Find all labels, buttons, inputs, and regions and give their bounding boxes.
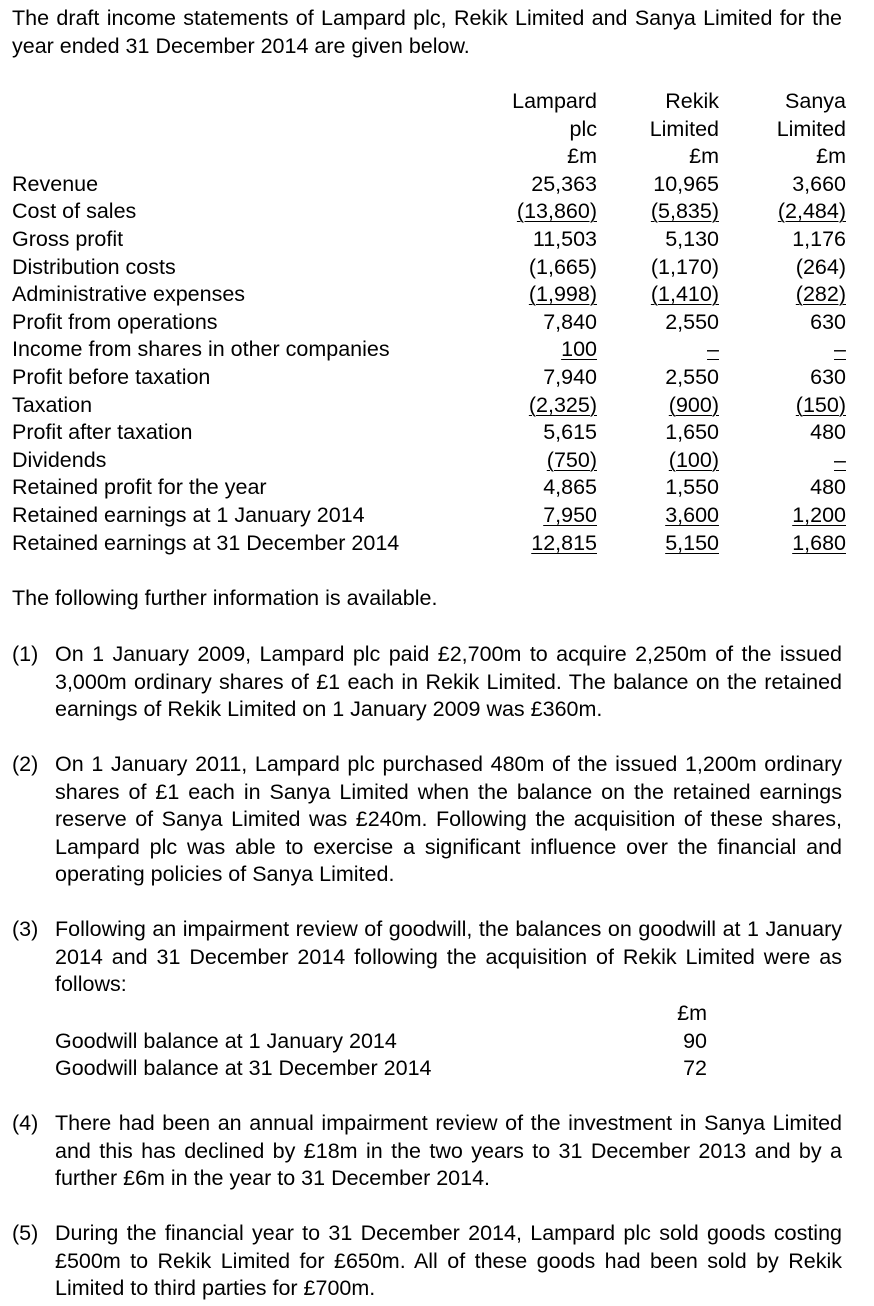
table-row: [12, 226, 846, 254]
cell-rekik: (5,835): [650, 199, 719, 224]
row-label: Goodwill balance at 31 December 2014: [55, 1056, 432, 1081]
income-statement-table: [12, 88, 846, 557]
cell-sanya: 630: [810, 309, 846, 334]
cell-rekik: 1,650: [665, 420, 719, 445]
note-number: (4): [12, 1111, 39, 1135]
row-label: Revenue: [12, 171, 99, 196]
cell-sanya: (150): [795, 392, 846, 417]
cell-rekik: 3,600: [665, 502, 719, 527]
goodwill-table: [55, 1000, 715, 1083]
table-row: [55, 1028, 715, 1056]
table-row: [12, 171, 846, 199]
row-label: Profit from operations: [12, 309, 218, 334]
table-row: [12, 419, 846, 447]
header-row-unit: [12, 143, 846, 171]
cell-sanya: 480: [810, 420, 846, 445]
row-label: Cost of sales: [12, 199, 137, 224]
cell-rekik: 1,550: [665, 475, 719, 500]
row-label: Income from shares in other companies: [12, 337, 390, 362]
table-row: [12, 198, 846, 226]
cell-lampard: 5,615: [543, 420, 597, 445]
row-label: Goodwill balance at 1 January 2014: [55, 1028, 397, 1053]
cell-sanya: 1,176: [792, 226, 846, 251]
note-text: On 1 January 2011, Lampard plc purchased 480m of the issued 1,200m ordinary shares of £1 each in Sanya Limited when the balance on the retained earnings reserve of Sanya Limited was £240m. Following the acquisition of these shares, Lampard plc was able to exercise a significant influence over the financial and operating policies of Sanya Limited.: [55, 752, 842, 887]
cell-sanya: –: [834, 337, 846, 362]
note-1: [12, 641, 842, 724]
row-label: Retained earnings at 31 December 2014: [12, 530, 400, 555]
cell-rekik: (900): [668, 392, 719, 417]
table-row: [12, 281, 846, 309]
cell-rekik: 5,130: [665, 226, 719, 251]
table-row: [12, 502, 846, 530]
cell-sanya: 3,660: [792, 171, 846, 196]
header-rekik-name: Rekik: [665, 89, 719, 113]
cell-rekik: (1,410): [650, 282, 719, 307]
cell-lampard: 4,865: [543, 475, 597, 500]
cell-sanya: 1,680: [792, 530, 846, 555]
cell-rekik: –: [707, 337, 719, 362]
cell-lampard: (750): [546, 447, 597, 472]
header-row-name: [12, 88, 846, 116]
goodwill-value: 72: [683, 1056, 707, 1081]
cell-lampard: (2,325): [528, 392, 597, 417]
cell-sanya: (264): [795, 254, 846, 279]
cell-rekik: 2,550: [665, 364, 719, 389]
header-rekik-unit: £m: [689, 144, 719, 169]
table-row: [12, 474, 846, 502]
row-label: Distribution costs: [12, 254, 176, 279]
note-text: On 1 January 2009, Lampard plc paid £2,700m to acquire 2,250m of the issued 3,000m ordinary shares of £1 each in Rekik Limited. The balance on the retained earnings of Rekik Limited on 1 January 2009 was £360m.: [55, 642, 842, 722]
row-label: Taxation: [12, 392, 93, 417]
goodwill-unit: £m: [677, 1001, 707, 1025]
table-row: [12, 447, 846, 475]
header-sanya-unit: £m: [816, 144, 846, 169]
header-lampard-type: plc: [569, 116, 597, 141]
intro-paragraph: The draft income statements of Lampard plc, Rekik Limited and Sanya Limited for the year ended 31 December 2014 are given below.: [12, 6, 842, 58]
note-text: During the financial year to 31 December 2014, Lampard plc sold goods costing £500m to Rekik Limited for £650m. All of these goods had been sold by Rekik Limited to third parties for £700m.: [55, 1221, 842, 1301]
cell-sanya: 1,200: [792, 502, 846, 527]
note-number: (3): [12, 917, 39, 941]
note-number: (1): [12, 642, 39, 666]
cell-rekik: 2,550: [665, 309, 719, 334]
table-row: [12, 336, 846, 364]
row-label: Profit after taxation: [12, 420, 193, 445]
further-info-text: The following further information is available.: [12, 586, 438, 610]
note-text: There had been an annual impairment review of the investment in Sanya Limited and this has declined by £18m in the two years to 31 December 2013 and by a further £6m in the year to 31 December 2014.: [55, 1111, 842, 1191]
cell-lampard: (13,860): [516, 199, 597, 224]
table-row: [12, 309, 846, 337]
cell-lampard: 25,363: [531, 171, 597, 196]
cell-sanya: 630: [810, 364, 846, 389]
cell-rekik: 10,965: [653, 171, 719, 196]
row-label: Administrative expenses: [12, 282, 246, 307]
header-sanya-type: Limited: [776, 116, 846, 141]
goodwill-value: 90: [683, 1028, 707, 1053]
cell-rekik: 5,150: [665, 530, 719, 555]
cell-lampard: 7,840: [543, 309, 597, 334]
cell-lampard: 100: [561, 337, 597, 362]
cell-sanya: 480: [810, 475, 846, 500]
cell-lampard: 7,940: [543, 364, 597, 389]
table-row: [12, 364, 846, 392]
table-row: [12, 530, 846, 558]
table-row: [55, 1055, 715, 1083]
row-label: Profit before taxation: [12, 364, 211, 389]
note-number: (5): [12, 1221, 39, 1245]
cell-sanya: (2,484): [777, 199, 846, 224]
header-rekik-type: Limited: [649, 116, 719, 141]
table-row: [12, 254, 846, 282]
cell-lampard: 12,815: [531, 530, 597, 555]
header-lampard-unit: £m: [567, 144, 597, 169]
row-label: Dividends: [12, 447, 107, 472]
cell-sanya: –: [834, 447, 846, 472]
note-number: (2): [12, 752, 39, 776]
cell-lampard: (1,665): [528, 254, 597, 279]
note-2: [12, 751, 842, 889]
header-sanya-name: Sanya: [785, 89, 846, 113]
note-3: [12, 916, 842, 999]
cell-rekik: (1,170): [650, 254, 719, 279]
cell-sanya: (282): [795, 282, 846, 307]
row-label: Retained profit for the year: [12, 475, 267, 500]
note-text: Following an impairment review of goodwill, the balances on goodwill at 1 January 2014 and 31 December 2014 following the acquisition of Rekik Limited were as follows:: [55, 917, 842, 997]
row-label: Retained earnings at 1 January 2014: [12, 502, 365, 527]
cell-lampard: 11,503: [532, 226, 597, 251]
cell-lampard: 7,950: [543, 502, 597, 527]
cell-rekik: (100): [668, 447, 719, 472]
header-row-type: [12, 116, 846, 144]
table-row: [12, 392, 846, 420]
note-5: [12, 1220, 842, 1303]
cell-lampard: (1,998): [528, 282, 597, 307]
row-label: Gross profit: [12, 226, 124, 251]
header-lampard-name: Lampard: [512, 89, 597, 113]
note-4: [12, 1110, 842, 1193]
goodwill-header-row: [55, 1000, 715, 1028]
